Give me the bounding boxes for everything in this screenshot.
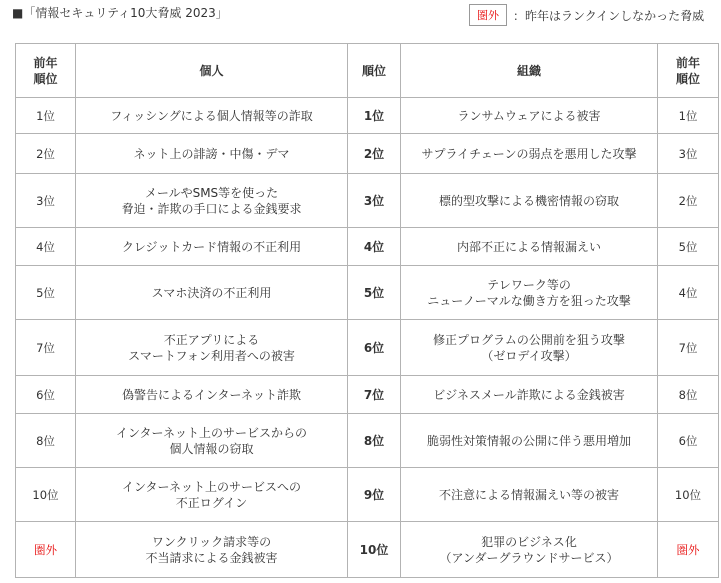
- rank: 4位: [348, 228, 401, 266]
- header-organization: 組織: [401, 44, 658, 98]
- prev-rank-personal: 1位: [16, 98, 76, 134]
- prev-rank-org: 6位: [658, 414, 719, 468]
- personal-threat: フィッシングによる個人情報等の詐取: [76, 98, 348, 134]
- org-threat: 標的型攻撃による機密情報の窃取: [401, 174, 658, 228]
- table-row: [16, 134, 719, 174]
- header-personal: 個人: [76, 44, 348, 98]
- prev-rank-org: 2位: [658, 174, 719, 228]
- rank: 10位: [348, 522, 401, 578]
- table-row: [16, 522, 719, 578]
- org-threat: サプライチェーンの弱点を悪用した攻撃: [401, 134, 658, 174]
- legend: [469, 4, 704, 26]
- header-prev-rank-org: 前年 順位: [658, 44, 719, 98]
- header-prev-rank-personal: 前年 順位: [16, 44, 76, 98]
- page-title: ■「情報セキュリティ10大脅威 2023」: [12, 6, 228, 20]
- prev-rank-personal: 10位: [16, 468, 76, 522]
- rank: 2位: [348, 134, 401, 174]
- org-threat: 脆弱性対策情報の公開に伴う悪用増加: [401, 414, 658, 468]
- prev-rank-personal: 6位: [16, 376, 76, 414]
- rank: 9位: [348, 468, 401, 522]
- org-threat: 犯罪のビジネス化 （アンダーグラウンドサービス）: [401, 522, 658, 578]
- personal-threat: 偽警告によるインターネット詐欺: [76, 376, 348, 414]
- prev-rank-personal: 8位: [16, 414, 76, 468]
- rank: 1位: [348, 98, 401, 134]
- prev-rank-org-out-of-rank: 圏外: [658, 522, 719, 578]
- prev-rank-personal: 7位: [16, 320, 76, 376]
- rank: 8位: [348, 414, 401, 468]
- table-header-row: [16, 44, 719, 98]
- prev-rank-org: 5位: [658, 228, 719, 266]
- rank: 7位: [348, 376, 401, 414]
- personal-threat: インターネット上のサービスへの 不正ログイン: [76, 468, 348, 522]
- header-rank: 順位: [348, 44, 401, 98]
- table-row: [16, 228, 719, 266]
- prev-rank-org: 3位: [658, 134, 719, 174]
- out-of-rank-badge: 圏外: [469, 4, 507, 26]
- table-row: [16, 98, 719, 134]
- table-row: [16, 266, 719, 320]
- personal-threat: インターネット上のサービスからの 個人情報の窃取: [76, 414, 348, 468]
- table-row: [16, 320, 719, 376]
- rank: 5位: [348, 266, 401, 320]
- personal-threat: クレジットカード情報の不正利用: [76, 228, 348, 266]
- prev-rank-personal: 5位: [16, 266, 76, 320]
- org-threat: 不注意による情報漏えい等の被害: [401, 468, 658, 522]
- prev-rank-personal-out-of-rank: 圏外: [16, 522, 76, 578]
- personal-threat: ワンクリック請求等の 不当請求による金銭被害: [76, 522, 348, 578]
- personal-threat: ネット上の誹謗・中傷・デマ: [76, 134, 348, 174]
- org-threat: 修正プログラムの公開前を狙う攻撃 （ゼロデイ攻撃）: [401, 320, 658, 376]
- personal-threat: スマホ決済の不正利用: [76, 266, 348, 320]
- prev-rank-org: 7位: [658, 320, 719, 376]
- rank: 6位: [348, 320, 401, 376]
- rank: 3位: [348, 174, 401, 228]
- prev-rank-personal: 3位: [16, 174, 76, 228]
- table-row: [16, 376, 719, 414]
- prev-rank-org: 8位: [658, 376, 719, 414]
- org-threat: 内部不正による情報漏えい: [401, 228, 658, 266]
- prev-rank-org: 1位: [658, 98, 719, 134]
- org-threat: ビジネスメール詐欺による金銭被害: [401, 376, 658, 414]
- table-row: [16, 468, 719, 522]
- prev-rank-personal: 2位: [16, 134, 76, 174]
- prev-rank-org: 10位: [658, 468, 719, 522]
- table-row: [16, 414, 719, 468]
- ranking-table: [15, 43, 719, 578]
- personal-threat: 不正アプリによる スマートフォン利用者への被害: [76, 320, 348, 376]
- prev-rank-personal: 4位: [16, 228, 76, 266]
- org-threat: テレワーク等の ニューノーマルな働き方を狙った攻撃: [401, 266, 658, 320]
- legend-text: ：昨年はランクインしなかった脅威: [513, 8, 705, 23]
- prev-rank-org: 4位: [658, 266, 719, 320]
- table-row: [16, 174, 719, 228]
- org-threat: ランサムウェアによる被害: [401, 98, 658, 134]
- personal-threat: メールやSMS等を使った 脅迫・詐欺の手口による金銭要求: [76, 174, 348, 228]
